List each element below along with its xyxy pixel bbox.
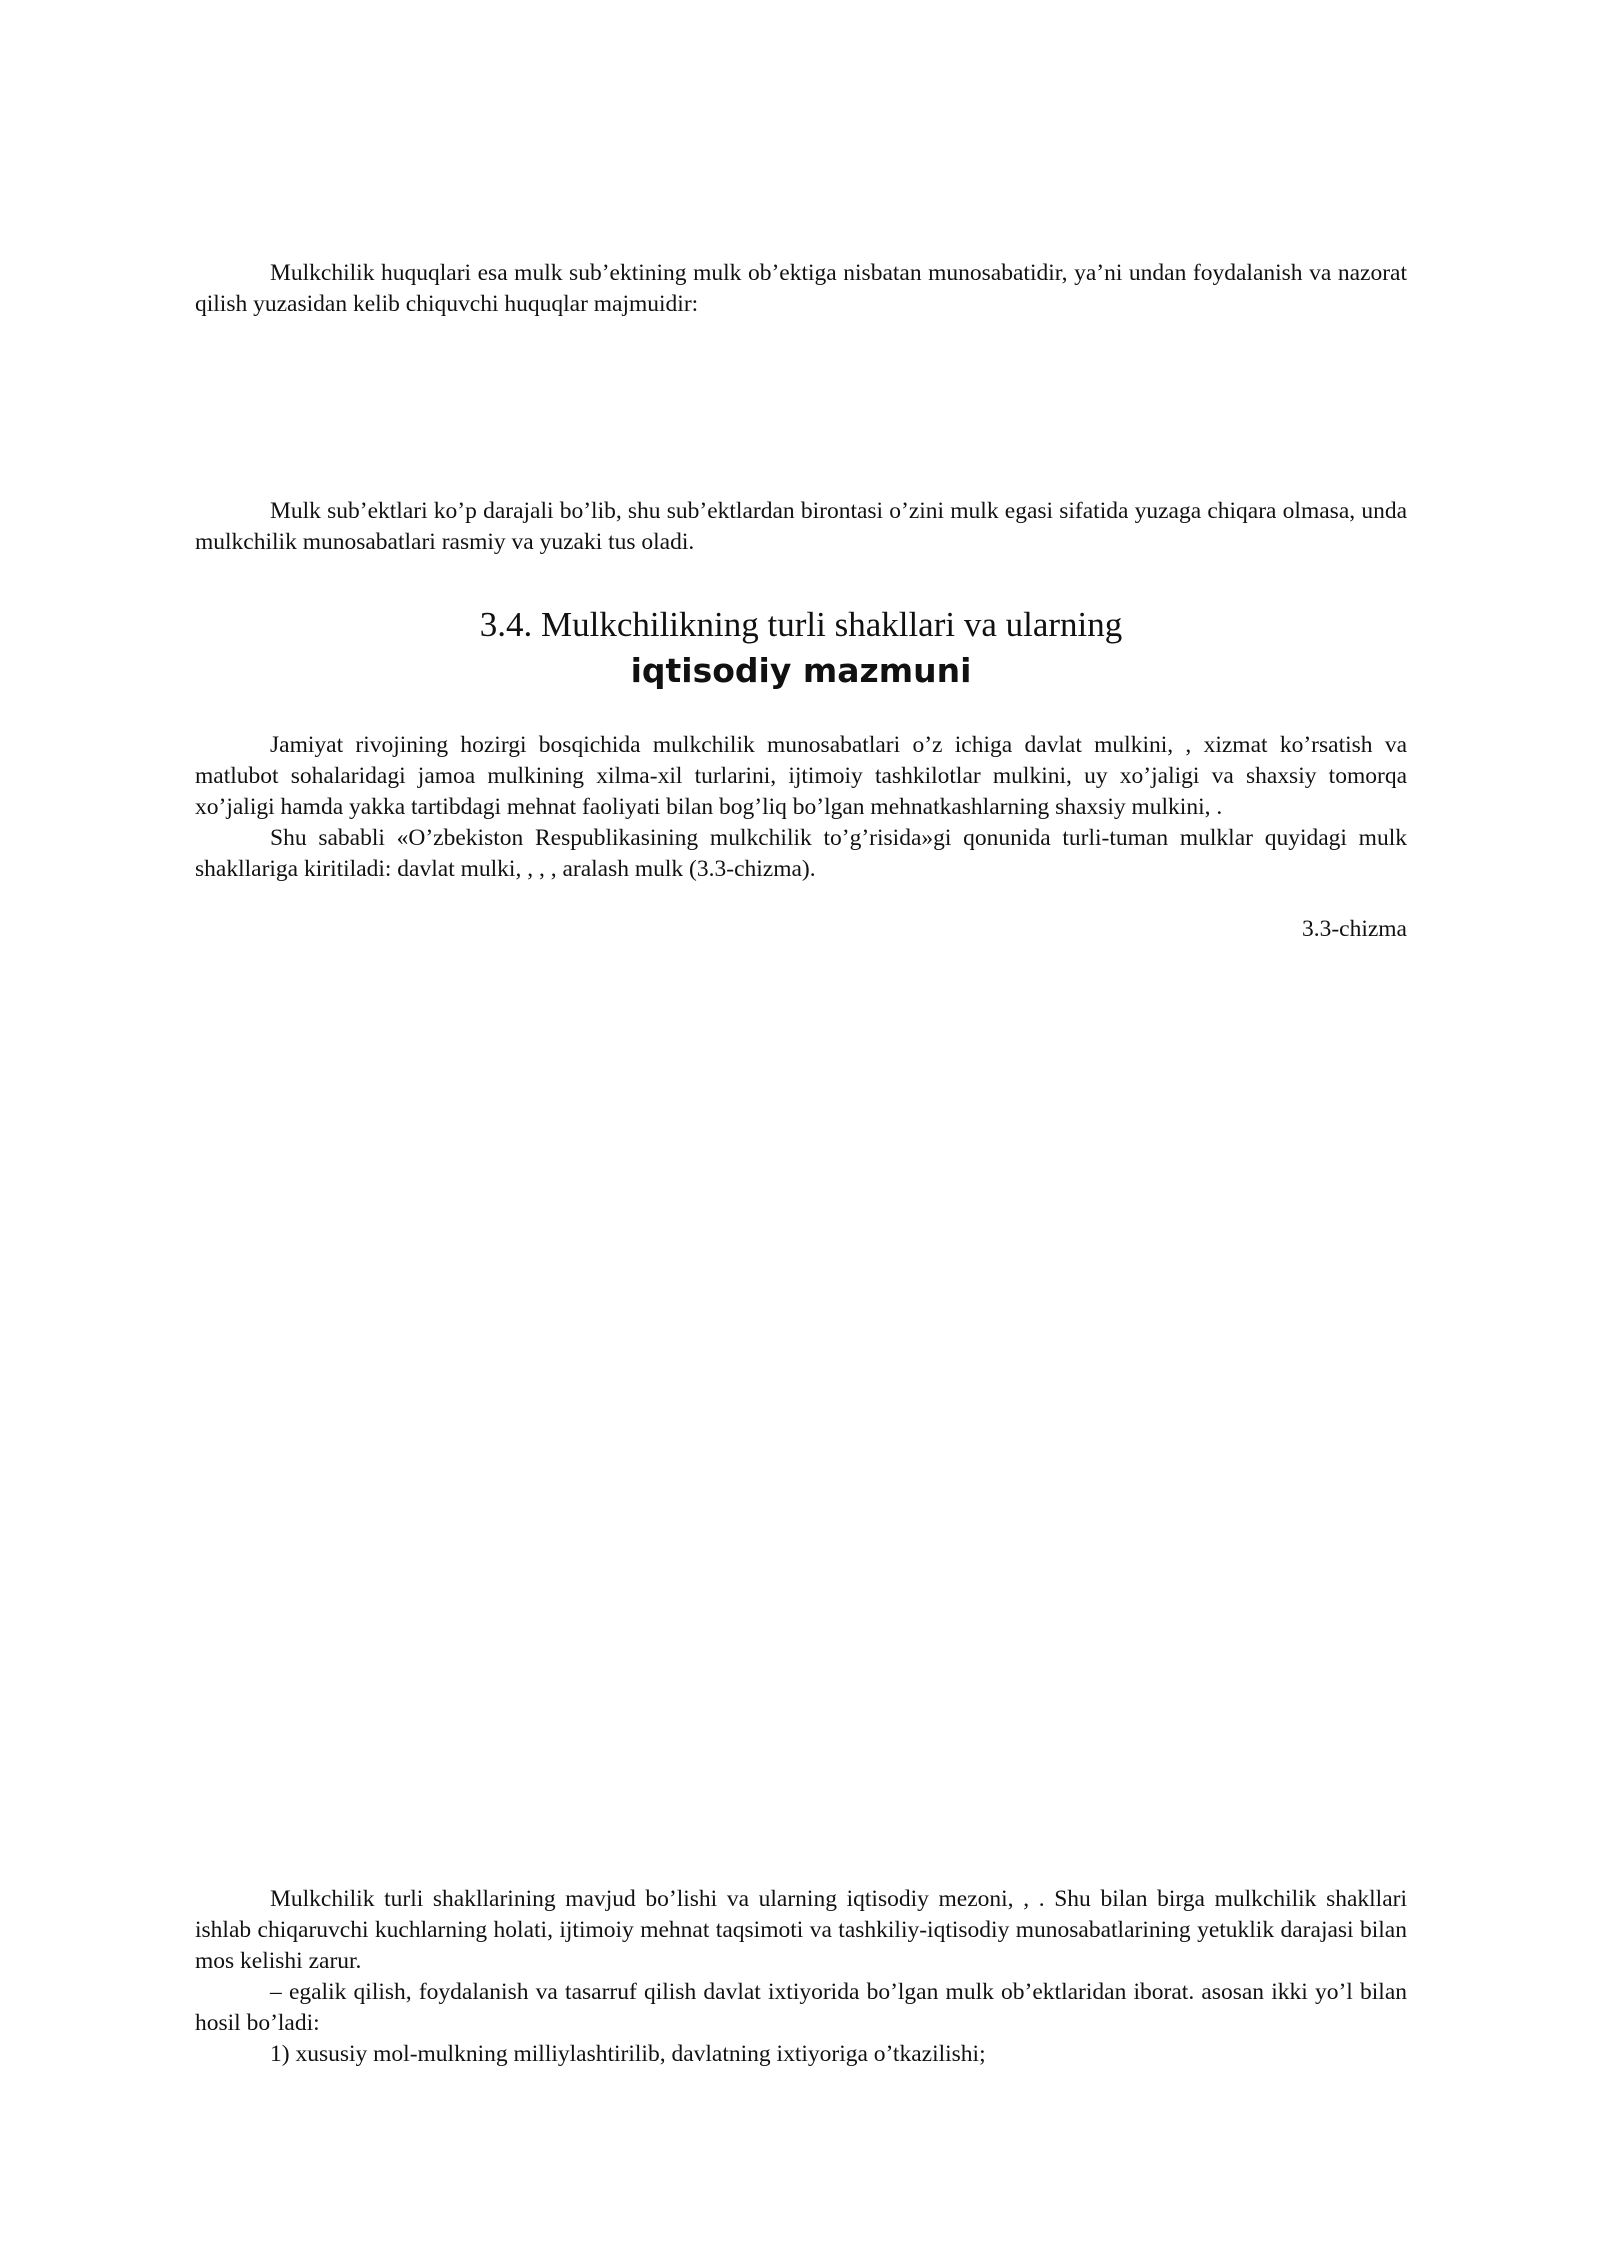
paragraph: Shu sababli «O’zbekiston Respublikasining mulkchilik to’g’risida»gi qonunida turli-tuman mulklar quyidagi mulk shakllariga kiritiladi: davlat mulki, , , , aralash mulk (3.3-chizma). <box>195 825 1407 882</box>
paragraph-block-3 <box>195 730 1407 885</box>
paragraph: 1) xususiy mol-mulkning milliylashtirilib, davlatning ixtiyoriga o’tkazilishi; <box>270 2041 986 2067</box>
paragraph: – egalik qilish, foydalanish va tasarruf qilish davlat ixtiyorida bo’lgan mulk ob’ektlaridan iborat. asosan ikki yo’l bilan hosil bo’ladi: <box>195 1979 1407 2036</box>
section-heading <box>195 602 1407 694</box>
paragraph: Mulk sub’ektlari ko’p darajali bo’lib, shu sub’ektlardan birontasi o’zini mulk egasi sifatida yuzaga chiqara olmasa, unda mulkchilik munosabatlari rasmiy va yuzaki tus oladi. <box>195 498 1407 555</box>
paragraph: Mulkchilik huquqlari esa mulk sub’ektining mulk ob’ektiga nisbatan munosabatidir, ya’ni undan foydalanish va nazorat qilish yuzasidan kelib chiquvchi huquqlar majmuidir: <box>195 260 1407 317</box>
paragraph: Mulkchilik turli shakllarining mavjud bo’lishi va ularning iqtisodiy mezoni, , . Shu bilan birga mulkchilik shakllari ishlab chiqaruvchi kuchlarning holati, ijtimoiy mehnat taqsimoti va tashkiliy-iqtisodiy munosabatlarining yetuklik darajasi bilan mos kelishi zarur. <box>195 1886 1407 1974</box>
paragraph: Jamiyat rivojining hozirgi bosqichida mulkchilik munosabatlari o’z ichiga davlat mulkini, , xizmat ko’rsatish va matlubot sohalaridagi jamoa mulkining xilma-xil turlarini, ijtimoiy tashkilotlar mulkini, uy xo’jaligi va shaxsiy tomorqa xo’jaligi hamda yakka tartibdagi mehnat faoliyati bilan bog’liq bo’lgan mehnatkashlarning shaxsiy mulkini, . <box>195 732 1407 820</box>
figure-caption: 3.3-chizma <box>1301 916 1407 942</box>
section-heading-line-1: 3.4. Mulkchilikning turli shakllari va ularning <box>479 605 1123 644</box>
paragraph-block-2 <box>195 496 1407 558</box>
section-heading-line-2: iqtisodiy mazmuni <box>630 651 972 690</box>
paragraph-block-4 <box>195 1884 1407 2070</box>
paragraph-block-1 <box>195 258 1407 320</box>
